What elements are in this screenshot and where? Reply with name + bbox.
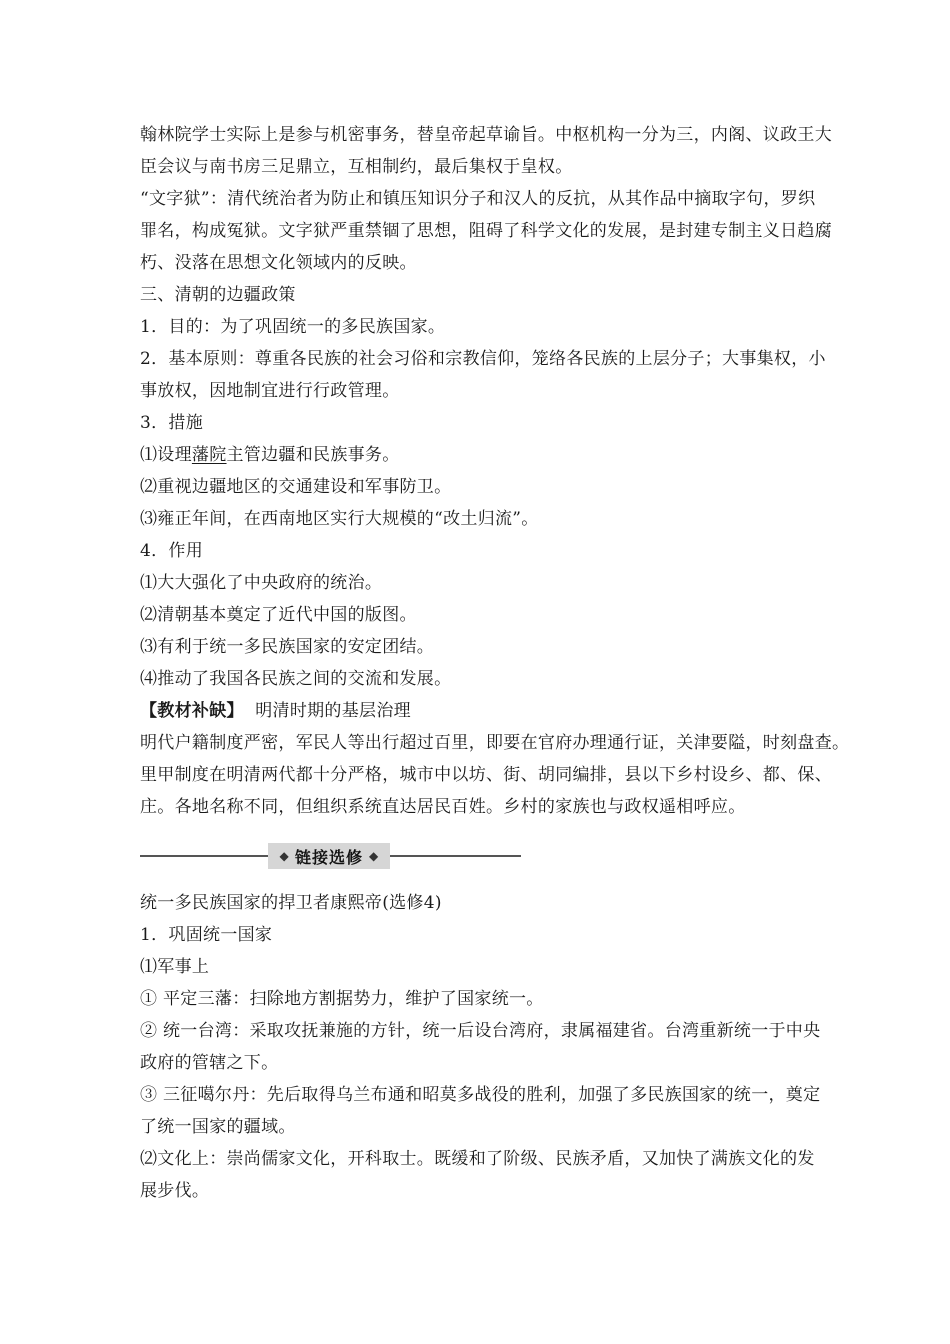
military-item-3-line1: ③ 三征噶尔丹：先后取得乌兰布通和昭莫多战役的胜利，加强了多民族国家的统一，奠定 bbox=[140, 1085, 821, 1105]
principle-line1: 2．基本原则：尊重各民族的社会习俗和宗教信仰，笼络各民族的上层分子；大事集权，小 bbox=[140, 349, 826, 369]
principle-line2: 事放权，因地制宜进行行政管理。 bbox=[140, 381, 400, 401]
paragraph-wenziyu-line3: 朽、没落在思想文化领域内的反映。 bbox=[140, 253, 417, 273]
banner-rule-right bbox=[390, 855, 521, 857]
elective-title: 统一多民族国家的捍卫者康熙帝(选修4) bbox=[140, 893, 442, 913]
paragraph-hanlin-line2: 臣会议与南书房三足鼎立，互相制约，最后集权于皇权。 bbox=[140, 157, 573, 177]
paragraph-hanlin-line1: 翰林院学士实际上是参与机密事务，替皇帝起草谕旨。中枢机构一分为三，内阁、议政王大 bbox=[140, 125, 832, 145]
elective-link-banner bbox=[268, 843, 390, 869]
diamond-icon-left: ◆ bbox=[279, 849, 289, 863]
military-item-3-line2: 了统一国家的疆域。 bbox=[140, 1117, 296, 1137]
military-item-2-line1: ② 统一台湾：采取攻抚兼施的方针，统一后设台湾府，隶属福建省。台湾重新统一于中央 bbox=[140, 1021, 821, 1041]
measure-item-2: ⑵重视边疆地区的交通建设和军事防卫。 bbox=[140, 477, 452, 497]
effect-item-4: ⑷推动了我国各民族之间的交流和发展。 bbox=[140, 669, 452, 689]
paragraph-wenziyu-line1: “文字狱”：清代统治者为防止和镇压知识分子和汉人的反抗，从其作品中摘取字句，罗织 bbox=[140, 189, 816, 209]
banner-label: 链接选修 bbox=[294, 847, 363, 867]
culture-line2: 展步伐。 bbox=[140, 1181, 210, 1201]
effect-item-3: ⑶有利于统一多民族国家的安定团结。 bbox=[140, 637, 435, 657]
measure1-underlined-term: 藩院 bbox=[191, 445, 227, 465]
section-heading-frontier-policy: 三、清朝的边疆政策 bbox=[140, 285, 296, 305]
military-item-2-line2: 政府的管辖之下。 bbox=[140, 1053, 279, 1073]
supplement-text-line1: 明代户籍制度严密，军民人等出行超过百里，即要在官府办理通行证，关津要隘，时刻盘查。 bbox=[140, 733, 850, 753]
measure1-suffix: 主管边疆和民族事务。 bbox=[226, 445, 400, 465]
supplement-title: 明清时期的基层治理 bbox=[255, 701, 411, 721]
measure-item-3: ⑶雍正年间，在西南地区实行大规模的“改土归流”。 bbox=[140, 509, 539, 529]
banner-rule-left bbox=[140, 855, 268, 857]
supplement-text-line3: 庄。各地名称不同，但组织系统直达居民百姓。乡村的家族也与政权遥相呼应。 bbox=[140, 797, 746, 817]
culture-line1: ⑵文化上：崇尚儒家文化，开科取士。既缓和了阶级、民族矛盾，又加快了满族文化的发 bbox=[140, 1149, 815, 1169]
measure-item-1 bbox=[140, 444, 400, 466]
supplement-text-line2: 里甲制度在明清两代都十分严格，城市中以坊、街、胡同编排，县以下乡村设乡、都、保、 bbox=[140, 765, 832, 785]
measure1-prefix: ⑴设理 bbox=[140, 445, 192, 465]
consolidate-heading: 1．巩固统一国家 bbox=[140, 925, 273, 945]
supplement-heading bbox=[140, 700, 411, 722]
measures-heading: 3．措施 bbox=[140, 413, 204, 433]
effects-heading: 4．作用 bbox=[140, 541, 204, 561]
effect-item-2: ⑵清朝基本奠定了近代中国的版图。 bbox=[140, 605, 417, 625]
military-item-1: ① 平定三藩：扫除地方割据势力，维护了国家统一。 bbox=[140, 989, 544, 1009]
paragraph-wenziyu-line2: 罪名，构成冤狱。文字狱严重禁锢了思想，阻碍了科学文化的发展，是封建专制主义日趋腐 bbox=[140, 221, 832, 241]
supplement-tag: 【教材补缺】 bbox=[140, 701, 244, 721]
purpose-item: 1．目的：为了巩固统一的多民族国家。 bbox=[140, 317, 446, 337]
military-heading: ⑴军事上 bbox=[140, 957, 210, 977]
diamond-icon-right: ◆ bbox=[369, 849, 379, 863]
effect-item-1: ⑴大大强化了中央政府的统治。 bbox=[140, 573, 383, 593]
